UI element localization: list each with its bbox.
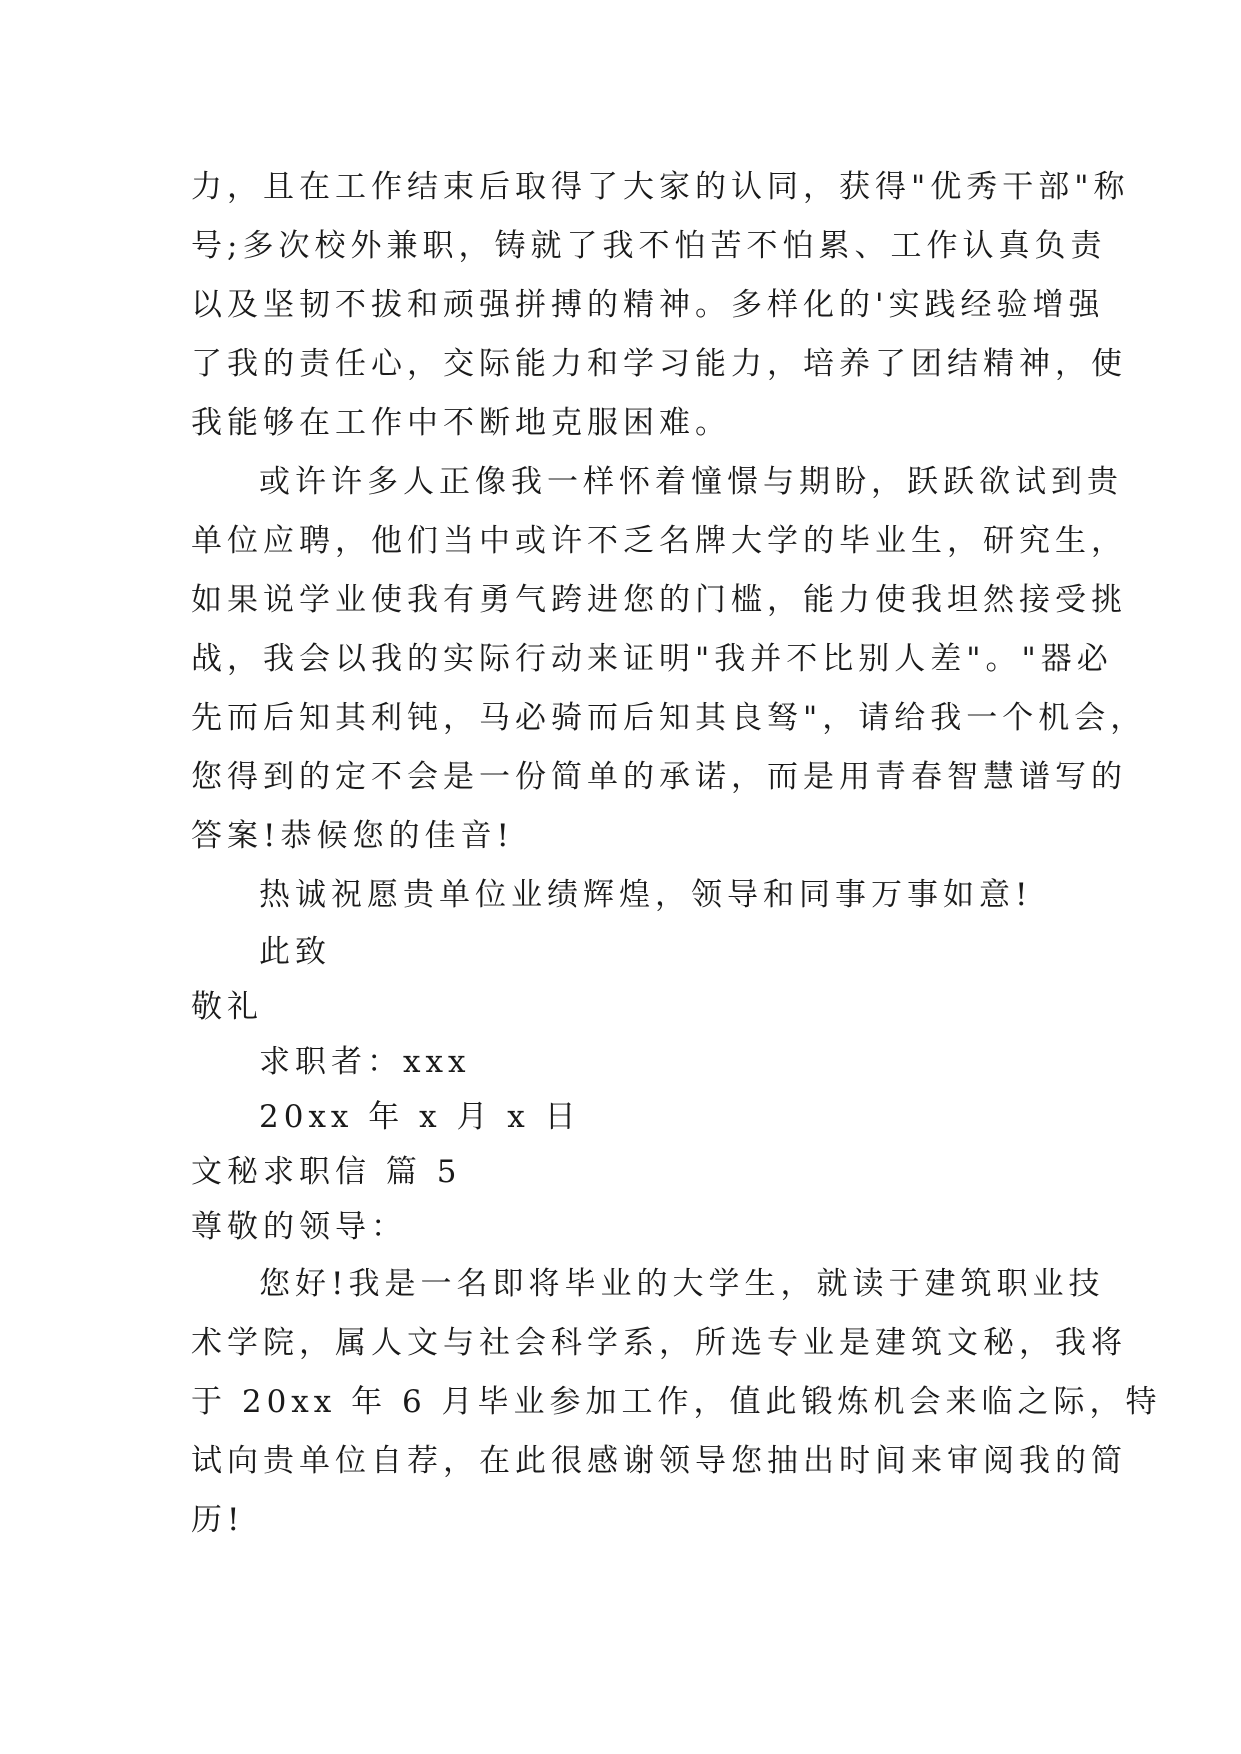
text-line: 如果说学业使我有勇气跨进您的门槛，能力使我坦然接受挑 <box>191 582 1127 618</box>
text-line: 以及坚韧不拔和顽强拼搏的精神。多样化的'实践经验增强 <box>191 287 1105 323</box>
document-body <box>191 158 1162 1550</box>
text-line: 试向贵单位自荐，在此很感谢领导您抽出时间来审阅我的简 <box>191 1443 1127 1479</box>
text-line: 了我的责任心，交际能力和学习能力，培养了团结精神，使 <box>191 346 1127 382</box>
text-line: 您好!我是一名即将毕业的大学生，就读于建筑职业技 <box>259 1266 1105 1302</box>
text-line: 战，我会以我的实际行动来证明"我并不比别人差"。"器必 <box>191 641 1113 677</box>
text-line: 历! <box>191 1502 245 1538</box>
text-line: 号;多次校外兼职，铸就了我不怕苦不怕累、工作认真负责 <box>191 228 1107 264</box>
text-line: 我能够在工作中不断地克服困难。 <box>191 405 731 441</box>
salutation-cizhi: 此致 <box>259 934 331 970</box>
text-line: 先而后知其利钝，马必骑而后知其良驽"，请给我一个机会， <box>191 700 1147 736</box>
signature-date: 20xx 年 x 月 x 日 <box>259 1099 581 1135</box>
text-line: 单位应聘，他们当中或许不乏名牌大学的毕业生，研究生， <box>191 523 1127 559</box>
text-line: 您得到的定不会是一份简单的承诺，而是用青春智慧谱写的 <box>191 759 1127 795</box>
closing-wish: 热诚祝愿贵单位业绩辉煌，领导和同事万事如意! <box>259 877 1033 913</box>
section-heading: 文秘求职信 篇 5 <box>191 1154 462 1190</box>
text-line: 术学院，属人文与社会科学系，所选专业是建筑文秘，我将 <box>191 1325 1127 1361</box>
salutation-jingli: 敬礼 <box>191 989 263 1025</box>
signature-name: 求职者：xxx <box>259 1044 471 1080</box>
text-line: 答案!恭候您的佳音! <box>191 818 514 854</box>
text-line: 或许许多人正像我一样怀着憧憬与期盼，跃跃欲试到贵 <box>259 464 1123 500</box>
greeting: 尊敬的领导： <box>191 1209 407 1245</box>
text-line: 力，且在工作结束后取得了大家的认同，获得"优秀干部"称 <box>191 169 1130 205</box>
text-line: 于 20xx 年 6 月毕业参加工作，值此锻炼机会来临之际，特 <box>191 1384 1162 1420</box>
